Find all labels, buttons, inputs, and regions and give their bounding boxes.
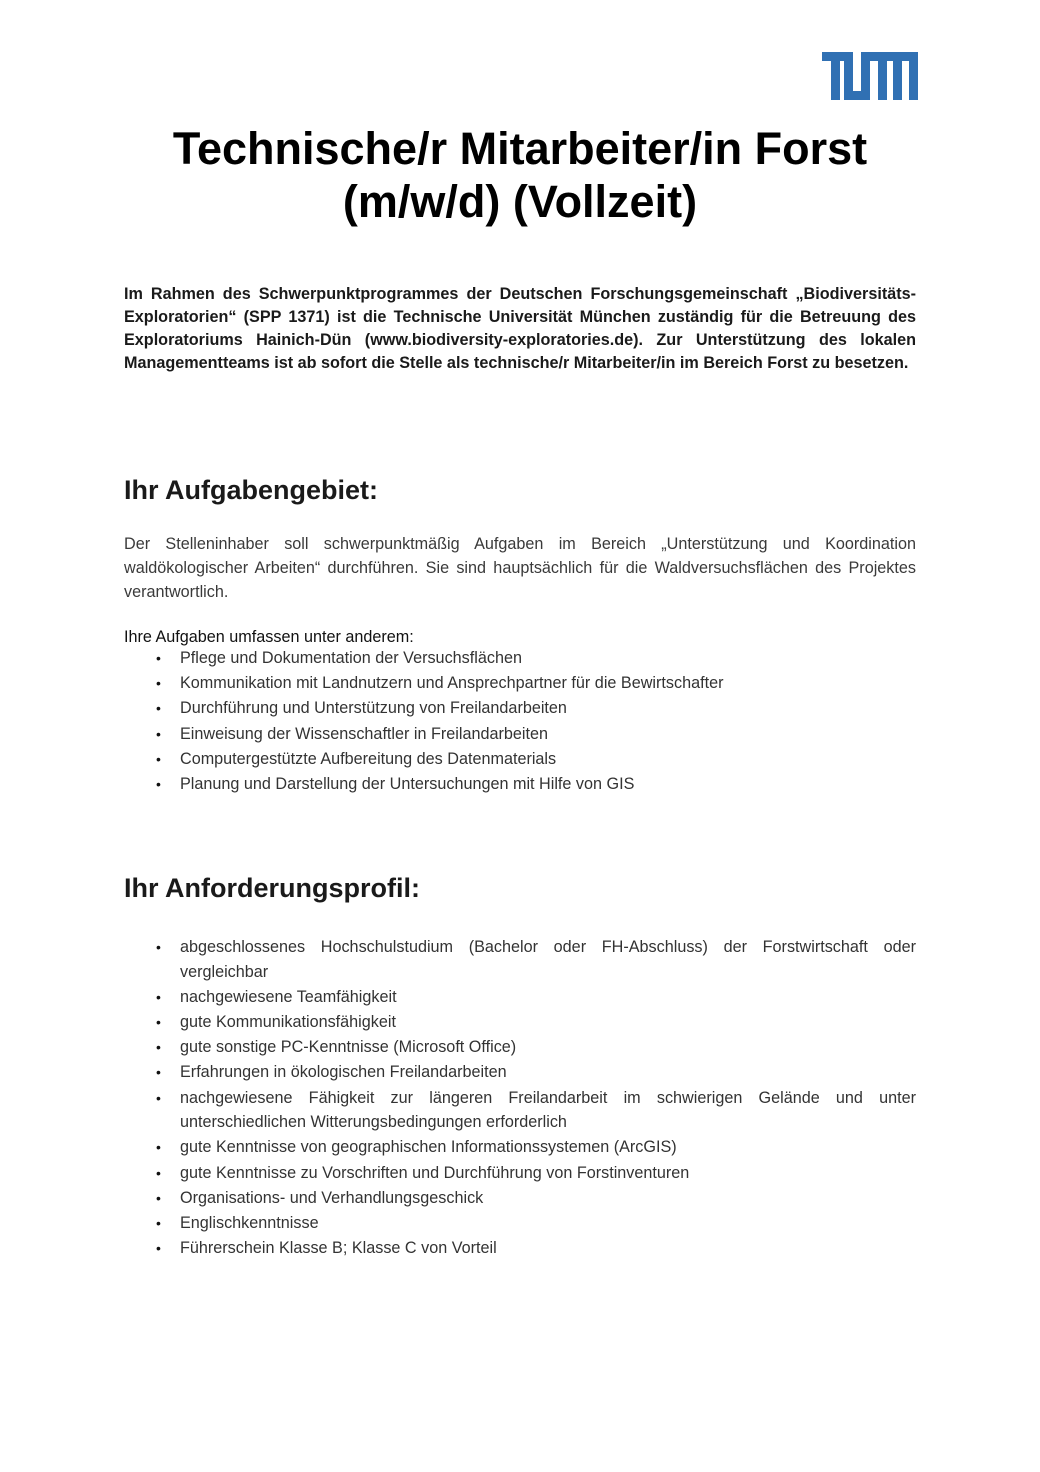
requirement-item-text: gute Kenntnisse zu Vorschriften und Durchführung von Forstinventuren: [180, 1163, 690, 1182]
requirement-item: [124, 1186, 916, 1211]
bullet-icon: •: [156, 1189, 161, 1206]
tasks-lead: Ihre Aufgaben umfassen unter anderem:: [124, 628, 414, 646]
tum-logo-graphic: [822, 52, 918, 100]
task-item-text: Kommunikation mit Landnutzern und Ansprechpartner für die Bewirtschafter: [180, 674, 724, 693]
tum-logo: [822, 52, 918, 100]
task-item-text: Durchführung und Unterstützung von Freilandarbeiten: [180, 699, 567, 718]
requirement-item: [124, 1211, 916, 1236]
requirement-item-text: abgeschlossenes Hochschulstudium (Bachelor oder FH-Abschluss) der Forstwirtschaft oder vergleichbar: [180, 938, 916, 981]
bullet-icon: •: [156, 650, 161, 666]
task-item: [124, 696, 916, 721]
requirement-item-text: Englischkenntnisse: [180, 1213, 319, 1232]
requirement-item-text: gute Kenntnisse von geographischen Informationssystemen (ArcGIS): [180, 1138, 677, 1157]
requirement-item: [124, 1060, 916, 1085]
requirement-item: [124, 1161, 916, 1186]
bullet-icon: •: [156, 939, 161, 955]
bullet-icon: •: [156, 750, 161, 767]
task-item: [124, 722, 916, 747]
requirement-item: [124, 1135, 916, 1160]
bullet-icon: •: [156, 1039, 161, 1056]
tasks-description: Der Stelleninhaber soll schwerpunktmäßig Aufgaben im Bereich „Unterstützung und Koordination waldökologischer Arbeiten“ durchführen. Sie sind hauptsächlich für die Waldversuchsflächen des Projektes verantwortlich.: [124, 535, 916, 601]
requirement-item-text: nachgewiesene Fähigkeit zur längeren Freilandarbeit im schwierigen Gelände und unter unterschiedlichen Witterungsbedingungen erforderlich: [180, 1088, 916, 1132]
bullet-icon: •: [156, 1139, 161, 1156]
bullet-icon: •: [156, 988, 161, 1005]
bullet-icon: •: [156, 1089, 161, 1106]
task-item-text: Einweisung der Wissenschaftler in Freilandarbeiten: [180, 724, 548, 743]
requirement-item: [124, 1236, 916, 1261]
requirement-item: [124, 985, 916, 1010]
requirement-item-text: Organisations- und Verhandlungsgeschick: [180, 1188, 484, 1207]
requirements-heading: Ihr Anforderungsprofil:: [124, 873, 420, 903]
tasks-list: [124, 646, 916, 797]
requirement-item-text: gute sonstige PC-Kenntnisse (Microsoft Office): [180, 1038, 517, 1057]
bullet-icon: •: [156, 1064, 161, 1081]
task-item: [124, 747, 916, 772]
task-item: [124, 646, 916, 671]
intro-paragraph: Im Rahmen des Schwerpunktprogrammes der Deutschen Forschungsgemeinschaft „Biodiversitäts-Exploratorien“ (SPP 1371) ist die Technische Universität München zuständig für die Betreuung des Exploratoriums Hainich-Dün (www.biodiversity-exploratories.de). Zur Unterstützung des lokalen Managementteams ist ab sofort die Stelle als technische/r Mitarbeiter/in im Bereich Forst zu besetzen.: [124, 285, 916, 372]
job-title-line-2: (m/w/d) (Vollzeit): [342, 176, 698, 227]
job-title: [120, 122, 920, 228]
bullet-icon: •: [156, 725, 161, 742]
job-title-line-1: Technische/r Mitarbeiter/in Forst: [172, 123, 868, 174]
requirement-item: [124, 1035, 916, 1060]
requirement-item-text: nachgewiesene Teamfähigkeit: [180, 987, 397, 1006]
task-item-text: Computergestützte Aufbereitung des Datenmaterials: [180, 749, 557, 768]
requirements-list: [124, 935, 916, 1261]
bullet-icon: •: [156, 1240, 161, 1257]
requirement-item: [124, 935, 916, 984]
bullet-icon: •: [156, 776, 161, 793]
requirement-item: [124, 1086, 916, 1135]
bullet-icon: •: [156, 1164, 161, 1181]
bullet-icon: •: [156, 675, 161, 692]
bullet-icon: •: [156, 1214, 161, 1231]
requirement-item-text: Führerschein Klasse B; Klasse C von Vorteil: [180, 1239, 497, 1258]
task-item: [124, 772, 916, 797]
requirement-item: [124, 1010, 916, 1035]
task-item: [124, 671, 916, 696]
tasks-heading: Ihr Aufgabengebiet:: [124, 475, 378, 505]
requirement-item-text: gute Kommunikationsfähigkeit: [180, 1012, 396, 1031]
bullet-icon: •: [156, 700, 161, 717]
bullet-icon: •: [156, 1013, 161, 1030]
requirement-item-text: Erfahrungen in ökologischen Freilandarbeiten: [180, 1063, 507, 1082]
task-item-text: Planung und Darstellung der Untersuchungen mit Hilfe von GIS: [180, 775, 635, 794]
task-item-text: Pflege und Dokumentation der Versuchsflächen: [180, 649, 522, 667]
